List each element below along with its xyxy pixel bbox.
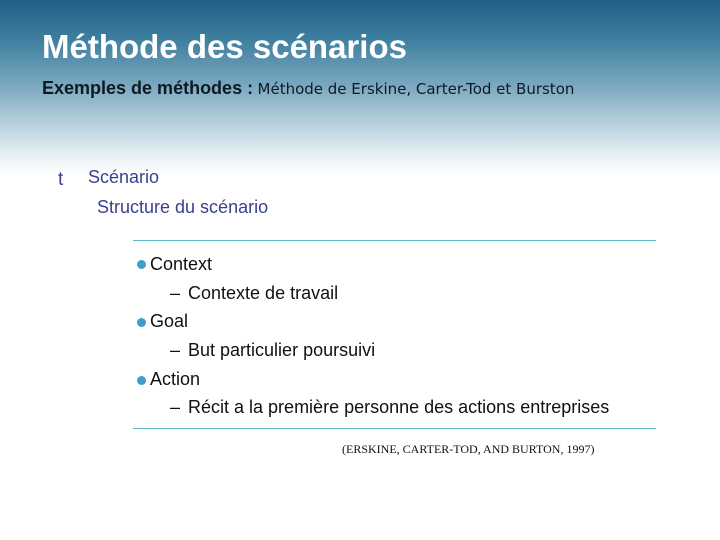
subtitle-rest: Méthode de Erskine, Carter-Tod et Burston (257, 80, 575, 98)
list-item-detail (170, 397, 609, 418)
list-item-detail-text: Récit a la première personne des actions entreprises (188, 397, 610, 417)
slide-subtitle (42, 78, 574, 99)
bullet-dot-icon (137, 318, 146, 327)
list-item-label: Action (150, 369, 201, 389)
citation: (ERSKINE, CARTER-TOD, AND BURTON, 1997) (342, 442, 595, 456)
subtitle-strong: Exemples de méthodes : (42, 78, 254, 98)
bottom-divider (133, 428, 656, 429)
dash-icon: – (170, 340, 181, 360)
list-item-detail-text: Contexte de travail (188, 283, 339, 303)
bullet-dot-icon (137, 376, 146, 385)
list-item-detail (170, 283, 338, 304)
main-bullet-icon: t (58, 169, 64, 190)
section-heading: Scénario (88, 167, 160, 187)
list-item-label: Context (150, 254, 213, 274)
bullet-dot-icon (137, 260, 146, 269)
top-divider (133, 240, 656, 241)
dash-icon: – (170, 397, 181, 417)
list-item-label: Goal (150, 311, 189, 331)
list-item-detail-text: But particulier poursuivi (188, 340, 376, 360)
slide-title: Méthode des scénarios (42, 28, 407, 65)
dash-icon: – (170, 283, 181, 303)
list-item-detail (170, 340, 375, 361)
section-subheading: Structure du scénario (97, 197, 269, 217)
